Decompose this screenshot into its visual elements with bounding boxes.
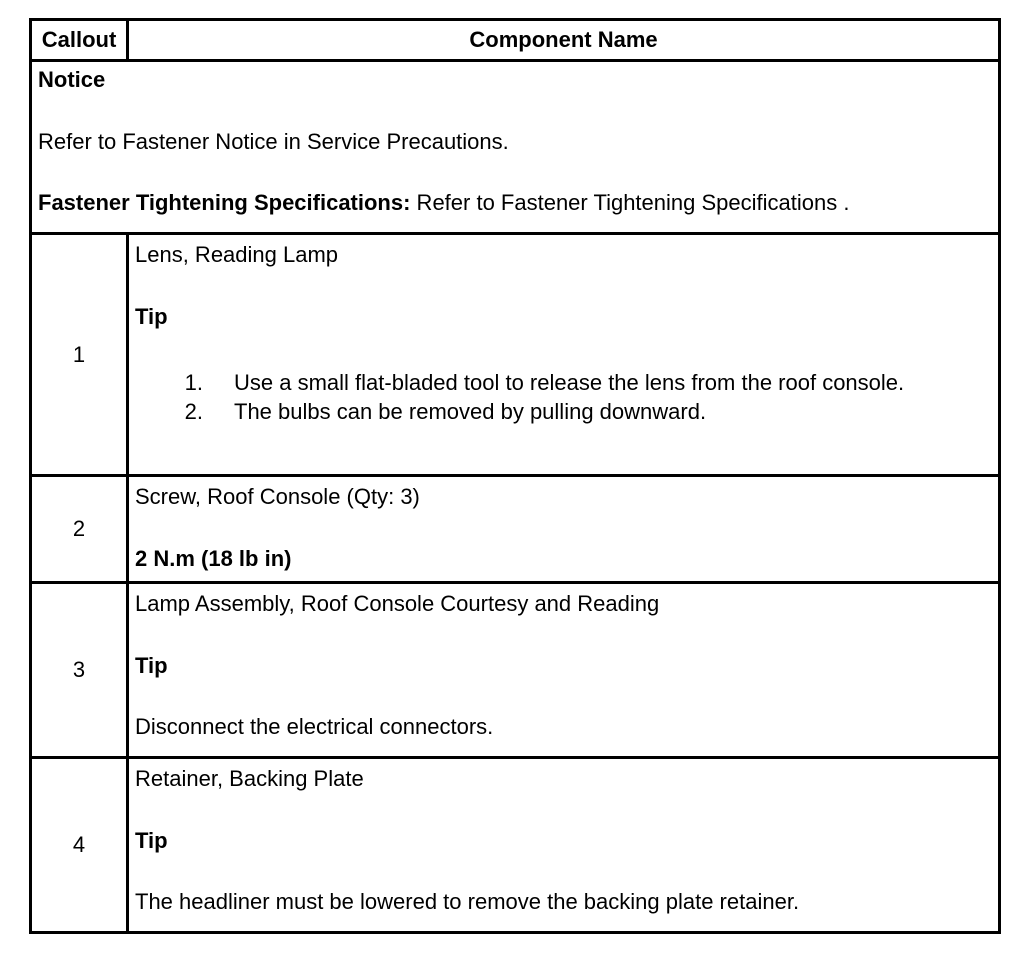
table-row — [31, 476, 1000, 583]
callout-number: 3 — [31, 583, 128, 758]
component-cell — [128, 234, 1000, 476]
notice-row — [31, 61, 1000, 234]
tip-text: The headliner must be lowered to remove the backing plate retainer. — [135, 889, 800, 914]
component-name: Retainer, Backing Plate — [135, 766, 364, 791]
component-cell — [128, 758, 1000, 933]
table-row — [31, 234, 1000, 476]
component-cell — [128, 476, 1000, 583]
table-row — [31, 758, 1000, 933]
component-name: Lens, Reading Lamp — [135, 242, 339, 267]
notice-cell — [31, 61, 1000, 234]
header-row — [31, 20, 1000, 61]
list-item: 1. Use a small flat-bladed tool to release the lens from the roof console. — [184, 369, 905, 395]
notice-title: Notice — [38, 67, 106, 92]
fastener-spec-text: Refer to Fastener Tightening Specifications . — [410, 190, 850, 215]
tip-text: Disconnect the electrical connectors. — [135, 714, 494, 739]
fastener-spec-line — [38, 189, 992, 217]
component-table — [29, 18, 1001, 934]
tip-steps — [135, 368, 992, 426]
list-item: 2. The bulbs can be removed by pulling downward. — [184, 398, 707, 424]
component-name-header: Component Name — [128, 20, 1000, 61]
component-name: Lamp Assembly, Roof Console Courtesy and Reading — [135, 591, 660, 616]
fastener-spec-label: Fastener Tightening Specifications: — [38, 190, 411, 215]
notice-text: Refer to Fastener Notice in Service Precautions. — [38, 128, 509, 154]
torque-spec: 2 N.m (18 lb in) — [135, 545, 292, 571]
component-name: Screw, Roof Console (Qty: 3) — [135, 484, 420, 509]
callout-header: Callout — [31, 20, 128, 61]
tip-label: Tip — [135, 303, 168, 329]
component-cell — [128, 583, 1000, 758]
callout-number: 4 — [31, 758, 128, 933]
callout-number: 2 — [31, 476, 128, 583]
tip-label: Tip — [135, 652, 168, 678]
callout-number: 1 — [31, 234, 128, 476]
tip-label: Tip — [135, 827, 168, 853]
table-row — [31, 583, 1000, 758]
